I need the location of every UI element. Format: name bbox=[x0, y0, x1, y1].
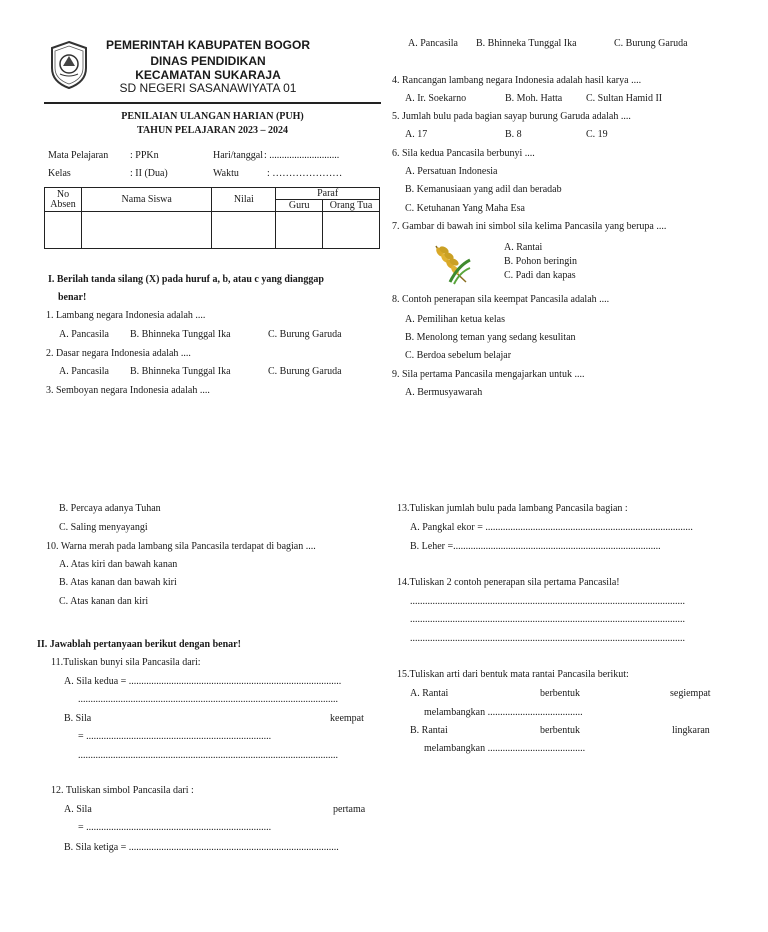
q7-option-c[interactable]: C. Padi dan kapas bbox=[504, 270, 576, 281]
q15-b-label: B. Rantai bbox=[410, 725, 448, 736]
question-9: 9. Sila pertama Pancasila mengajarkan untuk .... bbox=[392, 369, 585, 380]
cell-nama-siswa[interactable] bbox=[81, 212, 212, 249]
header-district: KECAMATAN SUKARAJA bbox=[135, 68, 281, 82]
header-no-absen: No Absen bbox=[45, 188, 82, 212]
exam-year: TAHUN PELAJARAN 2023 – 2024 bbox=[137, 125, 288, 136]
question-1: 1. Lambang negara Indonesia adalah .... bbox=[46, 310, 206, 321]
header-paraf: Paraf bbox=[276, 188, 380, 200]
time-value[interactable]: : ………………… bbox=[267, 168, 343, 179]
q11-answer-a-line[interactable]: ........................................................................................................ bbox=[78, 694, 338, 705]
q12-answer-a[interactable]: = .......................................................................... bbox=[78, 822, 272, 833]
q5-option-a[interactable]: A. 17 bbox=[405, 129, 428, 140]
header-orang-tua: Orang Tua bbox=[323, 200, 380, 212]
question-3: 3. Semboyan negara Indonesia adalah .... bbox=[46, 385, 210, 396]
exam-title: PENILAIAN ULANGAN HARIAN (PUH) bbox=[121, 111, 304, 122]
question-14: 14.Tuliskan 2 contoh penerapan sila pertama Pancasila! bbox=[397, 577, 620, 588]
q14-answer-line-3[interactable]: .............................................................................................................. bbox=[410, 633, 685, 644]
question-5: 5. Jumlah bulu pada bagian sayap burung Garuda adalah .... bbox=[392, 111, 631, 122]
cell-paraf-orang-tua[interactable] bbox=[323, 212, 380, 249]
q3-option-c[interactable]: C. Burung Garuda bbox=[614, 38, 688, 49]
subject-label: Mata Pelajaran bbox=[48, 150, 109, 161]
class-value: : II (Dua) bbox=[130, 168, 168, 179]
q4-option-b[interactable]: B. Moh. Hatta bbox=[505, 93, 563, 104]
q10-option-b[interactable]: B. Atas kanan dan bawah kiri bbox=[59, 577, 177, 588]
q6-option-a[interactable]: A. Persatuan Indonesia bbox=[405, 166, 498, 177]
cell-paraf-guru[interactable] bbox=[276, 212, 323, 249]
q15-answer-a[interactable]: melambangkan ...................................... bbox=[424, 707, 583, 718]
q14-answer-line-2[interactable]: .............................................................................................................. bbox=[410, 614, 685, 625]
q11-answer-b-line[interactable]: ........................................................................................................ bbox=[78, 750, 338, 761]
question-8: 8. Contoh penerapan sila keempat Pancasila adalah .... bbox=[392, 294, 610, 305]
q9-option-a[interactable]: A. Bermusyawarah bbox=[405, 387, 483, 398]
subject-value: : PPKn bbox=[130, 150, 159, 161]
q2-option-a[interactable]: A. Pancasila bbox=[59, 366, 109, 377]
q15-b-word: berbentuk bbox=[540, 725, 580, 736]
q1-option-b[interactable]: B. Bhinneka Tunggal Ika bbox=[130, 329, 231, 340]
q11-answer-b[interactable]: = .......................................................................... bbox=[78, 731, 272, 742]
cell-nilai[interactable] bbox=[212, 212, 276, 249]
header-department: DINAS PENDIDIKAN bbox=[150, 54, 266, 68]
q6-option-b[interactable]: B. Kemanusiaan yang adil dan beradab bbox=[405, 184, 562, 195]
question-15: 15.Tuliskan arti dari bentuk mata rantai Pancasila berikut: bbox=[397, 669, 629, 680]
class-label: Kelas bbox=[48, 168, 71, 179]
q2-option-c[interactable]: C. Burung Garuda bbox=[268, 366, 342, 377]
cell-no-absen[interactable] bbox=[45, 212, 82, 249]
q13-answer-a[interactable]: A. Pangkal ekor = ................................................................................... bbox=[410, 522, 693, 533]
date-label: Hari/tanggal bbox=[213, 150, 263, 161]
q11-answer-a[interactable]: A. Sila kedua = ..................................................................................... bbox=[64, 676, 342, 687]
question-12: 12. Tuliskan simbol Pancasila dari : bbox=[51, 785, 194, 796]
section2-instruction: II. Jawablah pertanyaan berikut dengan benar! bbox=[37, 639, 241, 650]
q8-option-b[interactable]: B. Menolong teman yang sedang kesulitan bbox=[405, 332, 576, 343]
section1-instruction: I. Berilah tanda silang (X) pada huruf a, b, atau c yang dianggap bbox=[48, 274, 324, 285]
q15-answer-b[interactable]: melambangkan ....................................... bbox=[424, 743, 586, 754]
q6-option-c[interactable]: C. Ketuhanan Yang Maha Esa bbox=[405, 203, 525, 214]
q7-option-a[interactable]: A. Rantai bbox=[504, 242, 543, 253]
q13-answer-b[interactable]: B. Leher =................................................................................... bbox=[410, 541, 661, 552]
q10-option-c[interactable]: C. Atas kanan dan kiri bbox=[59, 596, 149, 607]
date-value[interactable]: : ............................ bbox=[264, 150, 340, 161]
time-label: Waktu bbox=[213, 168, 239, 179]
q9-option-b[interactable]: B. Percaya adanya Tuhan bbox=[59, 503, 161, 514]
q3-option-b[interactable]: B. Bhinneka Tunggal Ika bbox=[476, 38, 577, 49]
q11-answer-b-label: B. Sila bbox=[64, 713, 92, 724]
question-10: 10. Warna merah pada lambang sila Pancasila terdapat di bagian .... bbox=[46, 541, 316, 552]
question-7: 7. Gambar di bawah ini simbol sila kelima Pancasila yang berupa .... bbox=[392, 221, 667, 232]
q15-a-label: A. Rantai bbox=[410, 688, 449, 699]
header-school: SD NEGERI SASANAWIYATA 01 bbox=[119, 81, 297, 95]
header-government: PEMERINTAH KABUPATEN BOGOR bbox=[106, 38, 310, 52]
q2-option-b[interactable]: B. Bhinneka Tunggal Ika bbox=[130, 366, 231, 377]
header-divider bbox=[44, 102, 381, 104]
question-6: 6. Sila kedua Pancasila berbunyi .... bbox=[392, 148, 535, 159]
question-2: 2. Dasar negara Indonesia adalah .... bbox=[46, 348, 191, 359]
q12-answer-a-label-end: pertama bbox=[333, 804, 366, 815]
q10-option-a[interactable]: A. Atas kiri dan bawah kanan bbox=[59, 559, 178, 570]
q15-a-word: berbentuk bbox=[540, 688, 580, 699]
header-guru: Guru bbox=[276, 200, 323, 212]
rice-and-cotton-icon bbox=[430, 242, 472, 286]
section1-instruction-cont: benar! bbox=[58, 292, 87, 303]
q1-option-a[interactable]: A. Pancasila bbox=[59, 329, 109, 340]
q1-option-c[interactable]: C. Burung Garuda bbox=[268, 329, 342, 340]
header-nama-siswa: Nama Siswa bbox=[81, 188, 212, 212]
question-13: 13.Tuliskan jumlah bulu pada lambang Pancasila bagian : bbox=[397, 503, 628, 514]
q15-a-shape: segiempat bbox=[670, 688, 711, 699]
q15-b-shape: lingkaran bbox=[672, 725, 710, 736]
q12-answer-a-label: A. Sila bbox=[64, 804, 92, 815]
q5-option-c[interactable]: C. 19 bbox=[586, 129, 608, 140]
question-4: 4. Rancangan lambang negara Indonesia adalah hasil karya .... bbox=[392, 75, 642, 86]
q5-option-b[interactable]: B. 8 bbox=[505, 129, 522, 140]
q4-option-c[interactable]: C. Sultan Hamid II bbox=[586, 93, 663, 104]
q14-answer-line-1[interactable]: .............................................................................................................. bbox=[410, 596, 685, 607]
q9-option-c[interactable]: C. Saling menyayangi bbox=[59, 522, 148, 533]
header-nilai: Nilai bbox=[212, 188, 276, 212]
q8-option-c[interactable]: C. Berdoa sebelum belajar bbox=[405, 350, 512, 361]
question-11: 11.Tuliskan bunyi sila Pancasila dari: bbox=[51, 657, 201, 668]
q11-answer-b-label-end: keempat bbox=[330, 713, 364, 724]
q7-option-b[interactable]: B. Pohon beringin bbox=[504, 256, 578, 267]
q4-option-a[interactable]: A. Ir. Soekarno bbox=[405, 93, 467, 104]
q8-option-a[interactable]: A. Pemilihan ketua kelas bbox=[405, 314, 505, 325]
q3-option-a[interactable]: A. Pancasila bbox=[408, 38, 458, 49]
score-table bbox=[44, 187, 380, 249]
q12-answer-b[interactable]: B. Sila ketiga = .................................................................................... bbox=[64, 842, 339, 853]
